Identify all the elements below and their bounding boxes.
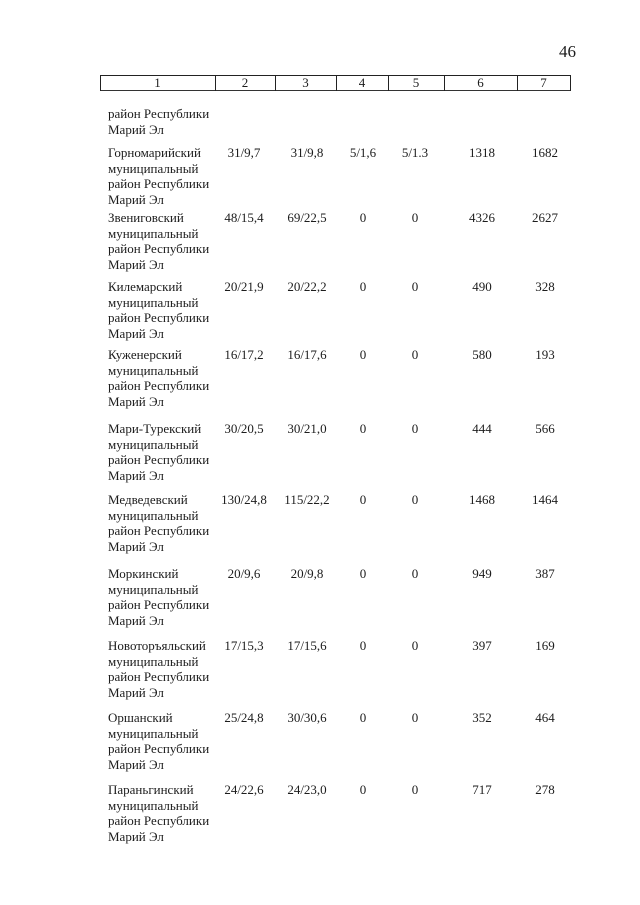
column-header-4: 4 — [358, 75, 366, 90]
region-name-line: муниципальный — [108, 294, 199, 310]
region-name-line: Марий Эл — [108, 684, 164, 700]
region-name-line: Мари-Турекский — [108, 421, 202, 436]
cell-col3: 115/22,2 — [284, 492, 330, 507]
region-name-line: Марий Эл — [108, 538, 164, 554]
region-name-line: Медведевский — [108, 492, 188, 507]
column-header-7: 7 — [540, 75, 547, 90]
region-name-line: муниципальный — [108, 362, 199, 378]
region-name-line: муниципальный — [108, 160, 199, 176]
region-name-line: Параньгинский — [108, 782, 194, 797]
cell-col4: 0 — [359, 566, 367, 581]
region-name — [108, 782, 223, 844]
cell-col7: 1464 — [532, 492, 558, 507]
cell-col7: 169 — [535, 638, 555, 653]
cell-col6: 717 — [472, 782, 492, 797]
region-name-line: муниципальный — [108, 436, 199, 452]
cell-col2: 31/9,7 — [227, 145, 261, 160]
region-name-line: Горномарийский — [108, 145, 201, 160]
region-name-line: Марий Эл — [108, 393, 164, 409]
region-name-line: муниципальный — [108, 653, 199, 669]
cell-col2: 48/15,4 — [224, 210, 264, 225]
region-name-line: район Республики — [108, 176, 210, 191]
cell-col5: 0 — [411, 638, 419, 653]
region-name-line: район Республики — [108, 241, 210, 256]
cell-col6: 397 — [472, 638, 492, 653]
cell-col6: 490 — [472, 279, 492, 294]
region-name-line: район Республики — [108, 106, 210, 121]
cell-col5: 0 — [411, 566, 419, 581]
region-name — [108, 566, 223, 628]
region-name-line: район Республики — [108, 741, 210, 756]
cell-col6: 352 — [472, 710, 492, 725]
cell-col3: 30/21,0 — [287, 421, 327, 436]
header-separator — [570, 75, 571, 91]
cell-col7: 328 — [535, 279, 555, 294]
region-name-line: Марий Эл — [108, 256, 164, 272]
region-name-line: район Республики — [108, 452, 210, 467]
cell-col3: 17/15,6 — [287, 638, 327, 653]
cell-col5: 0 — [411, 347, 419, 362]
cell-col3: 69/22,5 — [287, 210, 327, 225]
cell-col6: 444 — [472, 421, 492, 436]
region-name — [108, 638, 223, 700]
region-name-line: район Республики — [108, 310, 210, 325]
cell-col4: 0 — [359, 279, 367, 294]
region-name-line: Куженерский — [108, 347, 182, 362]
cell-col2: 16/17,2 — [224, 347, 264, 362]
region-name — [108, 347, 223, 409]
cell-col7: 387 — [535, 566, 555, 581]
cell-col2: 24/22,6 — [224, 782, 264, 797]
cell-col4: 0 — [359, 421, 367, 436]
cell-col4: 0 — [359, 347, 367, 362]
cell-col6: 4326 — [469, 210, 495, 225]
region-name-line: Марий Эл — [108, 467, 164, 483]
cell-col7: 1682 — [532, 145, 558, 160]
region-name-line: район Республики — [108, 669, 210, 684]
cell-col2: 20/9,6 — [227, 566, 261, 581]
column-header-3: 3 — [302, 75, 309, 90]
column-header-5: 5 — [412, 75, 420, 90]
region-name — [108, 145, 223, 207]
cell-col5: 0 — [411, 210, 419, 225]
region-name-line: Марий Эл — [108, 121, 164, 137]
cell-col5: 0 — [411, 421, 419, 436]
cell-col4: 0 — [359, 638, 367, 653]
cell-col3: 20/22,2 — [287, 279, 327, 294]
cell-col6: 1318 — [469, 145, 495, 160]
cell-col3: 20/9,8 — [290, 566, 324, 581]
cell-col7: 2627 — [532, 210, 558, 225]
region-name — [108, 492, 223, 554]
region-name-line: муниципальный — [108, 797, 199, 813]
cell-col7: 278 — [535, 782, 555, 797]
region-name-line: муниципальный — [108, 507, 199, 523]
region-name-line: Марий Эл — [108, 828, 164, 844]
column-header-1: 1 — [154, 75, 161, 90]
region-name-line: муниципальный — [108, 225, 199, 241]
cell-col2: 20/21,9 — [224, 279, 264, 294]
region-name-line: район Республики — [108, 813, 210, 828]
region-name — [108, 710, 223, 772]
region-name-line: муниципальный — [108, 581, 199, 597]
cell-col5: 0 — [411, 492, 419, 507]
cell-col7: 566 — [535, 421, 555, 436]
cell-col4: 0 — [359, 782, 367, 797]
cell-col3: 31/9,8 — [290, 145, 324, 160]
region-name-line: Марий Эл — [108, 191, 164, 207]
region-name — [108, 106, 223, 137]
region-name-line: Звениговский — [108, 210, 184, 225]
cell-col4: 5/1,6 — [349, 145, 377, 160]
cell-col6: 1468 — [469, 492, 495, 507]
region-name — [108, 279, 223, 341]
column-header-2: 2 — [241, 75, 249, 90]
cell-col6: 949 — [472, 566, 492, 581]
region-name-line: Марий Эл — [108, 756, 164, 772]
region-name-line: Новоторъяльский — [108, 638, 206, 653]
cell-col4: 0 — [359, 710, 367, 725]
cell-col4: 0 — [359, 492, 367, 507]
region-name-line: Оршанский — [108, 710, 173, 725]
region-name-line: Марий Эл — [108, 325, 164, 341]
cell-col2: 25/24,8 — [224, 710, 264, 725]
cell-col5: 5/1.3 — [401, 145, 429, 160]
cell-col7: 464 — [535, 710, 555, 725]
region-name-line: район Республики — [108, 597, 210, 612]
cell-col6: 580 — [472, 347, 492, 362]
page-number: 46 — [559, 42, 576, 61]
cell-col5: 0 — [411, 782, 419, 797]
region-name-line: Моркинский — [108, 566, 179, 581]
cell-col3: 24/23,0 — [287, 782, 327, 797]
cell-col3: 16/17,6 — [287, 347, 327, 362]
region-name-line: Килемарский — [108, 279, 183, 294]
region-name-line: район Республики — [108, 378, 210, 393]
cell-col4: 0 — [359, 210, 367, 225]
cell-col5: 0 — [411, 279, 419, 294]
region-name-line: муниципальный — [108, 725, 199, 741]
region-name — [108, 421, 223, 483]
column-header-6: 6 — [477, 75, 484, 90]
cell-col7: 193 — [535, 347, 555, 362]
cell-col2: 30/20,5 — [224, 421, 264, 436]
cell-col2: 17/15,3 — [224, 638, 264, 653]
cell-col5: 0 — [411, 710, 419, 725]
cell-col3: 30/30,6 — [287, 710, 327, 725]
cell-col2: 130/24,8 — [221, 492, 267, 507]
region-name — [108, 210, 223, 272]
region-name-line: район Республики — [108, 523, 210, 538]
region-name-line: Марий Эл — [108, 612, 164, 628]
